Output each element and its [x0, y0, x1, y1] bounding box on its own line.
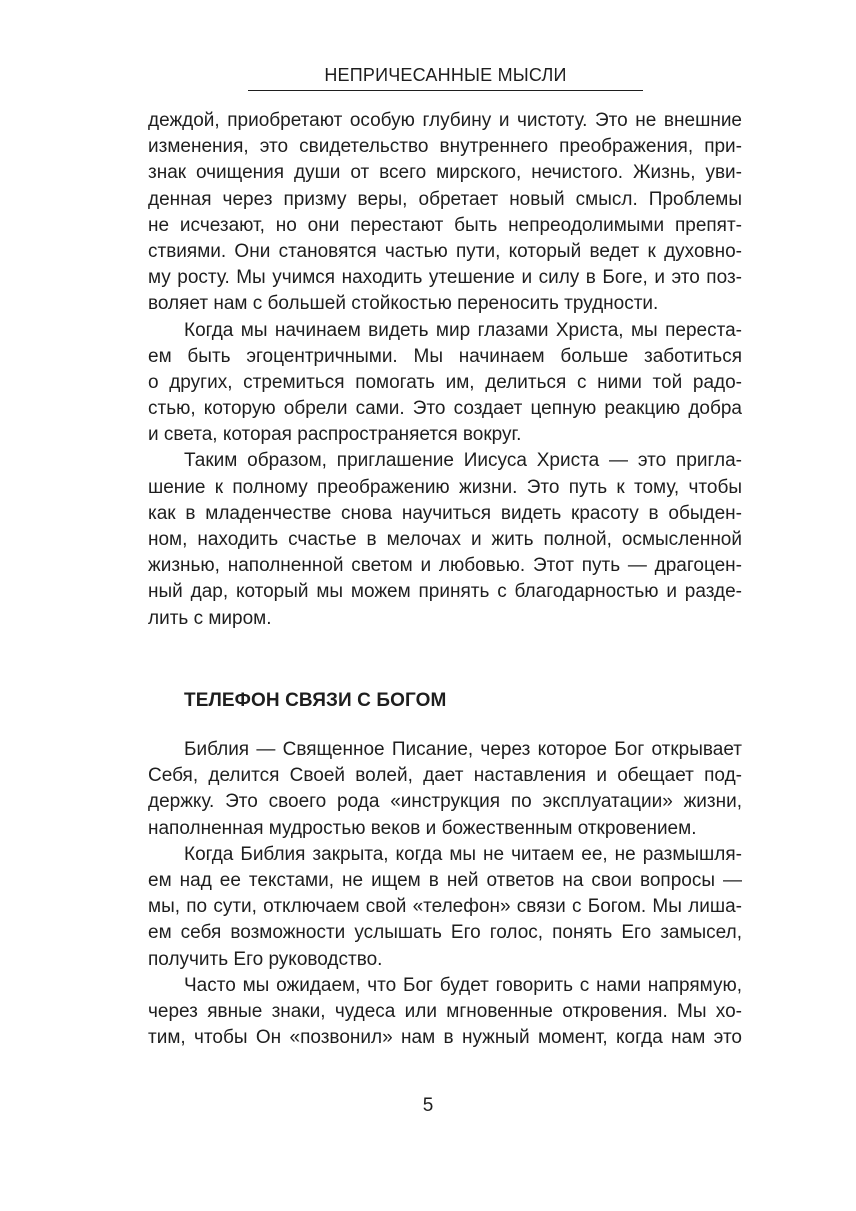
text-line: мы, по сути, отключаем свой «телефон» связи с Богом. Мы лиша-: [148, 896, 742, 918]
text-line: Часто мы ожидаем, что Бог будет говорить с нами напрямую,: [184, 974, 742, 996]
text-line: ем себя возможности услышать Его голос, понять Его замысел,: [148, 922, 742, 944]
text-line: денная через призму веры, обретает новый смысл. Проблемы: [148, 188, 742, 210]
text-line: му росту. Мы учимся находить утешение и силу в Боге, и это поз-: [148, 267, 742, 289]
text-line: воляет нам с большей стойкостью переносить трудности.: [148, 293, 659, 315]
text-line: знак очищения души от всего мирского, нечистого. Жизнь, уви-: [148, 162, 742, 184]
text-line: Себя, делится Своей волей, дает наставления и обещает под-: [148, 765, 742, 787]
text-line: Когда Библия закрыта, когда мы не читаем ее, не размышля-: [184, 843, 742, 865]
text-line: шение к полному преображению жизни. Это путь к тому, чтобы: [148, 476, 742, 498]
text-line: через явные знаки, чудеса или мгновенные откровения. Мы хо-: [148, 1000, 742, 1022]
text-line: не исчезают, но они перестают быть непреодолимыми препят-: [148, 214, 742, 236]
header-rule: [248, 90, 643, 91]
text-line: стью, которую обрели сами. Это создает цепную реакцию добра: [148, 398, 742, 420]
text-line: наполненная мудростью веков и божественным откровением.: [148, 817, 697, 839]
text-line: ем быть эгоцентричными. Мы начинаем больше заботиться: [148, 345, 742, 367]
text-line: ном, находить счастье в мелочах и жить полной, осмысленной: [148, 529, 742, 550]
section-heading: ТЕЛЕФОН СВЯЗИ С БОГОМ: [184, 690, 447, 711]
body-text-section-2: [148, 737, 742, 1051]
text-line: Когда мы начинаем видеть мир глазами Христа, мы переста-: [184, 319, 742, 341]
text-line: о других, стремиться помогать им, делиться с ними той радо-: [148, 371, 742, 393]
running-header: НЕПРИЧЕСАННЫЕ МЫСЛИ: [324, 65, 567, 85]
text-line: как в младенчестве снова научиться видеть красоту в обыден-: [148, 502, 742, 524]
text-line: жизнью, наполненной светом и любовью. Этот путь — драгоцен-: [148, 555, 742, 577]
text-line: получить Его руководство.: [148, 948, 383, 970]
text-line: деждой, приобретают особую глубину и чистоту. Это не внешние: [148, 110, 742, 131]
text-line: Таким образом, приглашение Иисуса Христа — это пригла-: [184, 450, 742, 472]
text-line: изменения, это свидетельство внутреннего преображения, при-: [148, 136, 742, 158]
text-line: держку. Это своего рода «инструкция по эксплуатации» жизни,: [148, 791, 742, 813]
text-line: Библия — Священное Писание, через которое Бог открывает: [184, 739, 742, 760]
text-line: тим, чтобы Он «позвонил» нам в нужный момент, когда нам это: [148, 1027, 742, 1049]
text-line: и света, которая распространяется вокруг.: [148, 424, 522, 446]
body-text-section-1: [148, 108, 742, 632]
text-line: лить с миром.: [148, 607, 272, 629]
text-line: ем над ее текстами, не ищем в ней ответов на свои вопросы —: [148, 869, 742, 891]
text-line: ный дар, который мы можем принять с благодарностью и разде-: [148, 581, 742, 603]
text-line: ствиями. Они становятся частью пути, который ведет к духовно-: [148, 240, 742, 262]
page-number: 5: [422, 1095, 434, 1116]
